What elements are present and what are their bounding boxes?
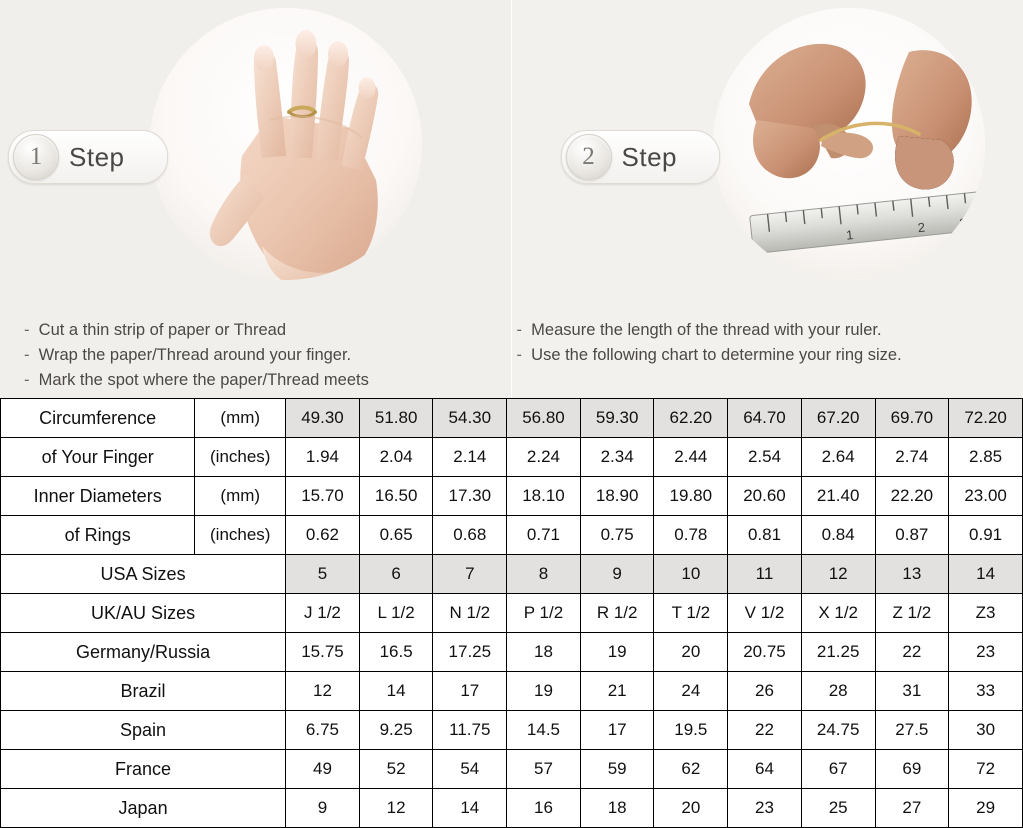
cell: 67 bbox=[801, 750, 875, 789]
cell: 18 bbox=[507, 633, 581, 672]
step-2-bullet-1-text: Measure the length of the thread with your ruler. bbox=[531, 321, 881, 339]
step-2-bullet-2-text: Use the following chart to determine your ring size. bbox=[531, 346, 902, 364]
cell: 14 bbox=[433, 789, 507, 828]
cell: 49 bbox=[286, 750, 360, 789]
cell: 56.80 bbox=[507, 399, 581, 438]
step-1-bullet-2: - Wrap the paper/Thread around your finger. bbox=[24, 343, 369, 368]
step-2-label bbox=[561, 130, 721, 184]
hand-measuring-thread-illustration bbox=[713, 8, 985, 280]
table-row bbox=[1, 399, 1023, 438]
cell: 19 bbox=[507, 672, 581, 711]
cell: 0.75 bbox=[580, 516, 654, 555]
cell: Z 1/2 bbox=[875, 594, 949, 633]
row-label-usa-sizes: USA Sizes bbox=[1, 555, 286, 594]
cell: 17 bbox=[580, 711, 654, 750]
cell: 23 bbox=[949, 633, 1023, 672]
cell: 2.64 bbox=[801, 438, 875, 477]
step-1-bullet-3-text: Mark the spot where the paper/Thread meets bbox=[39, 371, 369, 389]
cell: 0.81 bbox=[728, 516, 802, 555]
step-1-label bbox=[8, 130, 168, 184]
cell: 2.24 bbox=[507, 438, 581, 477]
step-1-instructions bbox=[24, 318, 369, 393]
cell: 69 bbox=[875, 750, 949, 789]
step-2-photo bbox=[713, 8, 985, 280]
cell: 27 bbox=[875, 789, 949, 828]
cell: 16.50 bbox=[359, 477, 433, 516]
step-2-number: 2 bbox=[566, 134, 612, 180]
cell: 21.25 bbox=[801, 633, 875, 672]
cell: 21 bbox=[580, 672, 654, 711]
row-label-inner-diameters-2: of Rings bbox=[1, 516, 195, 555]
cell: 15.75 bbox=[286, 633, 360, 672]
cell: 22 bbox=[875, 633, 949, 672]
ring-size-table bbox=[0, 398, 1023, 828]
cell: 5 bbox=[286, 555, 360, 594]
cell: 0.91 bbox=[949, 516, 1023, 555]
table-row bbox=[1, 477, 1023, 516]
cell: 52 bbox=[359, 750, 433, 789]
cell: 30 bbox=[949, 711, 1023, 750]
table-row bbox=[1, 633, 1023, 672]
cell: 13 bbox=[875, 555, 949, 594]
cell: 9 bbox=[286, 789, 360, 828]
cell: 21.40 bbox=[801, 477, 875, 516]
cell: 64.70 bbox=[728, 399, 802, 438]
cell: 9 bbox=[580, 555, 654, 594]
cell: P 1/2 bbox=[507, 594, 581, 633]
cell: 69.70 bbox=[875, 399, 949, 438]
cell: 11 bbox=[728, 555, 802, 594]
cell: 54 bbox=[433, 750, 507, 789]
cell: 54.30 bbox=[433, 399, 507, 438]
step-2-bullet-2: - Use the following chart to determine your ring size. bbox=[517, 343, 902, 368]
cell: 6.75 bbox=[286, 711, 360, 750]
step-1-panel bbox=[0, 0, 511, 398]
cell: 29 bbox=[949, 789, 1023, 828]
cell: Z3 bbox=[949, 594, 1023, 633]
cell: V 1/2 bbox=[728, 594, 802, 633]
cell: L 1/2 bbox=[359, 594, 433, 633]
cell: 2.14 bbox=[433, 438, 507, 477]
cell: 72 bbox=[949, 750, 1023, 789]
cell: 18.10 bbox=[507, 477, 581, 516]
svg-text:1: 1 bbox=[845, 227, 854, 243]
step-2-instructions bbox=[517, 318, 902, 368]
cell: 62 bbox=[654, 750, 728, 789]
cell: 1.94 bbox=[286, 438, 360, 477]
cell: 23 bbox=[728, 789, 802, 828]
cell: 2.74 bbox=[875, 438, 949, 477]
step-1-bullet-1: - Cut a thin strip of paper or Thread bbox=[24, 318, 369, 343]
row-label-inner-diameters: Inner Diameters bbox=[1, 477, 195, 516]
table-row bbox=[1, 672, 1023, 711]
row-unit-inches-2: (inches) bbox=[195, 516, 286, 555]
table-row bbox=[1, 438, 1023, 477]
row-label-circumference: Circumference bbox=[1, 399, 195, 438]
cell: 17.25 bbox=[433, 633, 507, 672]
cell: 59 bbox=[580, 750, 654, 789]
cell: 24.75 bbox=[801, 711, 875, 750]
cell: 20 bbox=[654, 789, 728, 828]
cell: 18 bbox=[580, 789, 654, 828]
cell: 8 bbox=[507, 555, 581, 594]
row-unit-mm-2: (mm) bbox=[195, 477, 286, 516]
cell: 15.70 bbox=[286, 477, 360, 516]
step-1-bullet-2-text: Wrap the paper/Thread around your finger. bbox=[39, 346, 351, 364]
cell: 0.65 bbox=[359, 516, 433, 555]
cell: N 1/2 bbox=[433, 594, 507, 633]
table-row bbox=[1, 711, 1023, 750]
cell: 11.75 bbox=[433, 711, 507, 750]
cell: 2.34 bbox=[580, 438, 654, 477]
cell: 0.78 bbox=[654, 516, 728, 555]
row-label-germany-russia: Germany/Russia bbox=[1, 633, 286, 672]
cell: 25 bbox=[801, 789, 875, 828]
cell: 0.84 bbox=[801, 516, 875, 555]
cell: 51.80 bbox=[359, 399, 433, 438]
cell: 18.90 bbox=[580, 477, 654, 516]
step-1-number: 1 bbox=[13, 134, 59, 180]
step-1-bullet-1-text: Cut a thin strip of paper or Thread bbox=[39, 321, 286, 339]
cell: 14 bbox=[949, 555, 1023, 594]
cell: R 1/2 bbox=[580, 594, 654, 633]
steps-section bbox=[0, 0, 1023, 398]
table-row bbox=[1, 789, 1023, 828]
table-row bbox=[1, 750, 1023, 789]
cell: 19.5 bbox=[654, 711, 728, 750]
table-row bbox=[1, 555, 1023, 594]
cell: 2.04 bbox=[359, 438, 433, 477]
cell: 6 bbox=[359, 555, 433, 594]
cell: J 1/2 bbox=[286, 594, 360, 633]
cell: 31 bbox=[875, 672, 949, 711]
cell: 0.68 bbox=[433, 516, 507, 555]
step-2-word: Step bbox=[622, 142, 678, 173]
row-label-france: France bbox=[1, 750, 286, 789]
cell: 12 bbox=[801, 555, 875, 594]
svg-text:3: 3 bbox=[959, 215, 968, 231]
row-unit-mm: (mm) bbox=[195, 399, 286, 438]
cell: 7 bbox=[433, 555, 507, 594]
cell: 20.60 bbox=[728, 477, 802, 516]
cell: 10 bbox=[654, 555, 728, 594]
step-1-bullet-3: - Mark the spot where the paper/Thread meets bbox=[24, 368, 369, 393]
cell: 2.85 bbox=[949, 438, 1023, 477]
row-unit-inches: (inches) bbox=[195, 438, 286, 477]
hand-with-thread-illustration bbox=[150, 8, 422, 280]
cell: 27.5 bbox=[875, 711, 949, 750]
cell: 28 bbox=[801, 672, 875, 711]
cell: 0.87 bbox=[875, 516, 949, 555]
cell: 17.30 bbox=[433, 477, 507, 516]
cell: 72.20 bbox=[949, 399, 1023, 438]
table-row bbox=[1, 516, 1023, 555]
cell: 14 bbox=[359, 672, 433, 711]
cell: T 1/2 bbox=[654, 594, 728, 633]
cell: X 1/2 bbox=[801, 594, 875, 633]
cell: 16 bbox=[507, 789, 581, 828]
row-label-circumference-2: of Your Finger bbox=[1, 438, 195, 477]
cell: 19 bbox=[580, 633, 654, 672]
cell: 9.25 bbox=[359, 711, 433, 750]
step-1-word: Step bbox=[69, 142, 125, 173]
cell: 20 bbox=[654, 633, 728, 672]
row-label-spain: Spain bbox=[1, 711, 286, 750]
cell: 12 bbox=[359, 789, 433, 828]
cell: 17 bbox=[433, 672, 507, 711]
cell: 2.44 bbox=[654, 438, 728, 477]
cell: 2.54 bbox=[728, 438, 802, 477]
cell: 64 bbox=[728, 750, 802, 789]
cell: 67.20 bbox=[801, 399, 875, 438]
cell: 20.75 bbox=[728, 633, 802, 672]
cell: 0.62 bbox=[286, 516, 360, 555]
cell: 22.20 bbox=[875, 477, 949, 516]
cell: 62.20 bbox=[654, 399, 728, 438]
row-label-japan: Japan bbox=[1, 789, 286, 828]
cell: 19.80 bbox=[654, 477, 728, 516]
row-label-brazil: Brazil bbox=[1, 672, 286, 711]
cell: 23.00 bbox=[949, 477, 1023, 516]
cell: 57 bbox=[507, 750, 581, 789]
table-row bbox=[1, 594, 1023, 633]
cell: 26 bbox=[728, 672, 802, 711]
cell: 16.5 bbox=[359, 633, 433, 672]
step-2-bullet-1: - Measure the length of the thread with your ruler. bbox=[517, 318, 902, 343]
row-label-uk-au-sizes: UK/AU Sizes bbox=[1, 594, 286, 633]
cell: 22 bbox=[728, 711, 802, 750]
cell: 33 bbox=[949, 672, 1023, 711]
cell: 0.71 bbox=[507, 516, 581, 555]
svg-text:2: 2 bbox=[917, 220, 926, 236]
cell: 14.5 bbox=[507, 711, 581, 750]
step-1-photo bbox=[150, 8, 422, 280]
cell: 59.30 bbox=[580, 399, 654, 438]
cell: 12 bbox=[286, 672, 360, 711]
cell: 24 bbox=[654, 672, 728, 711]
cell: 49.30 bbox=[286, 399, 360, 438]
